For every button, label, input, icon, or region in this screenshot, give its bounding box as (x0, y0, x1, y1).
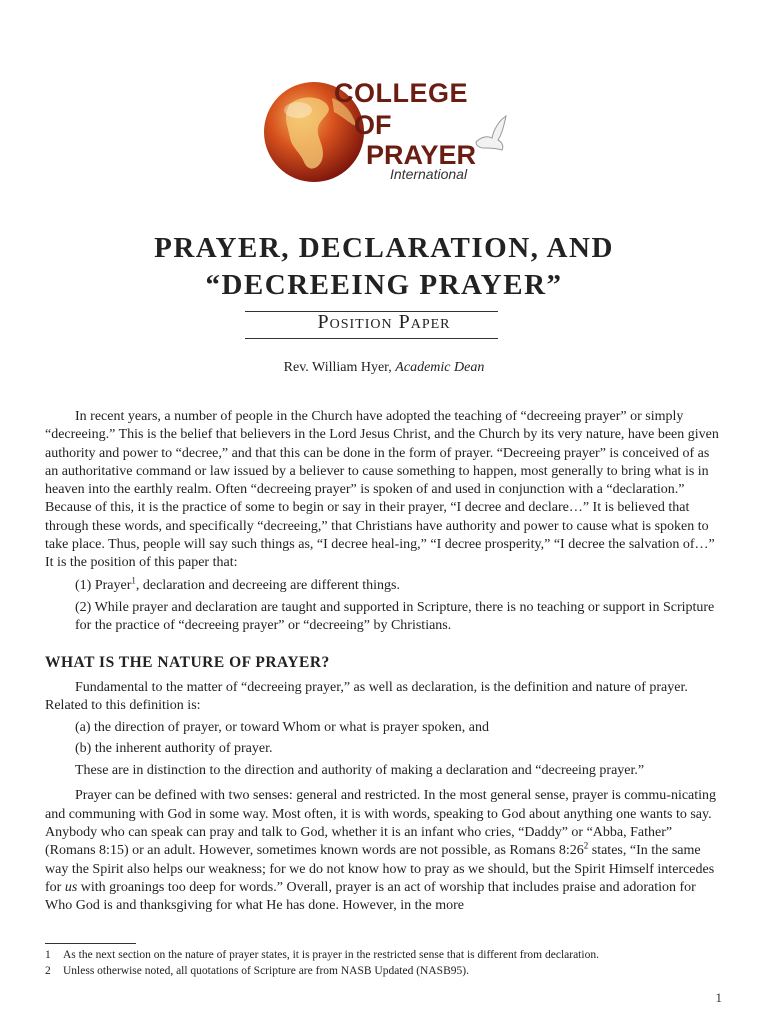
footnote-number: 2 (45, 964, 51, 977)
body-text (45, 408, 724, 915)
logo-of-text: OF (354, 110, 392, 140)
author-name: Rev. William Hyer, (283, 360, 396, 375)
document-subtitle: Position Paper (317, 311, 451, 333)
footnote-2 (45, 964, 724, 980)
footnote-1 (45, 948, 724, 964)
nature-paragraph: Fundamental to the matter of “decreeing prayer,” as well as declaration, is the definition and nature of prayer. Related to this definition is: (45, 679, 688, 714)
college-of-prayer-logo (262, 76, 512, 190)
footnote-text: Unless otherwise noted, all quotations of Scripture are from NASB Updated (NASB95). (63, 964, 469, 977)
definition-end: with groanings too deep for words.” Overall, prayer is an act of worship that includes praise and adoration for Who God is and thanksgiving for what He has done. However, in the more (45, 879, 696, 914)
footnote-ref-2: 2 (583, 840, 589, 851)
page-number: 1 (715, 990, 722, 1005)
definition-start: Prayer can be defined with two senses: general and restricted. In the most general sense, prayer is commu-nicating and communing with God in some way. Most often, it is with words, speaking to God about anything one wants to say. Anybody who can speak can pray and talk to God, whether it is an infant who cries, “Daddy” or “Abba, Father” (Romans 8:15) or an adult. However, sometimes known words are not possible, as Romans 8:26 (45, 788, 717, 859)
point-1-start: (1) Prayer (75, 577, 132, 593)
list-item-a: (a) the direction of prayer, or toward Whom or what is prayer spoken, and (75, 720, 489, 736)
logo-international-text: International (390, 166, 468, 182)
position-point-2: (2) While prayer and declaration are taught and supported in Scripture, there is no teaching or support in Scripture for the practice of “decreeing prayer” or “decreeing” by Christians. (75, 599, 715, 634)
intro-paragraph: In recent years, a number of people in the Church have adopted the teaching of “decreeing prayer” or simply “decreeing.” This is the belief that believers in the Lord Jesus Christ, and the Church by its very nature, have been given authority and power to “decree,” and that this can be done in the form of prayer. “Decreeing prayer” is conceived of as an authoritative command or law issued by a believer to cause something to happen, most generally to bring what is in heaven into the earthly realm. Often “decreeing prayer” is spoken of and used in conjunction with a “declaration.” Because of this, it is the practice of some to begin or say in their prayer, “I decree and declare…” It is believed that through these words, and specifically “decreeing,” that Christians have authority and power to cause what is spoken to take place. Thus, people will say such things as, “I decree heal-ing,” “I decree prosperity,” “I decree the salvation of…” It is the position of this paper that: (45, 409, 719, 571)
definition-paragraph (45, 787, 724, 915)
footnote-number: 1 (45, 949, 51, 961)
document-title-line-1: PRAYER, DECLARATION, AND (154, 232, 614, 264)
footnotes (45, 948, 724, 979)
definition-mid: states, “In the same way the Spirit also helps our weakness; for we do not know how to pray as we should, but the Spirit Himself intercedes for (45, 843, 715, 895)
subtitle-rule-bottom (245, 338, 498, 339)
section-heading: WHAT IS THE NATURE OF PRAYER? (45, 653, 330, 671)
logo-college-text: COLLEGE (334, 78, 469, 108)
footnote-text: As the next section on the nature of prayer states, it is prayer in the restricted sense that is different from declaration. (63, 949, 599, 961)
distinction-paragraph: These are in distinction to the direction and authority of making a declaration and “decreeing prayer.” (75, 763, 645, 779)
logo-prayer-text: PRAYER (366, 140, 477, 170)
document-title-line-2: “DECREEING PRAYER” (205, 269, 563, 301)
footnote-ref-1: 1 (131, 575, 136, 586)
author-line (0, 360, 768, 376)
author-role: Academic Dean (395, 360, 485, 375)
list-item-b: (b) the inherent authority of prayer. (75, 740, 273, 756)
position-point-1 (45, 577, 724, 595)
point-1-end: , declaration and decreeing are different things. (135, 577, 400, 593)
dove-icon (472, 114, 508, 154)
definition-italic: us (64, 879, 78, 895)
footnote-divider (45, 943, 136, 944)
